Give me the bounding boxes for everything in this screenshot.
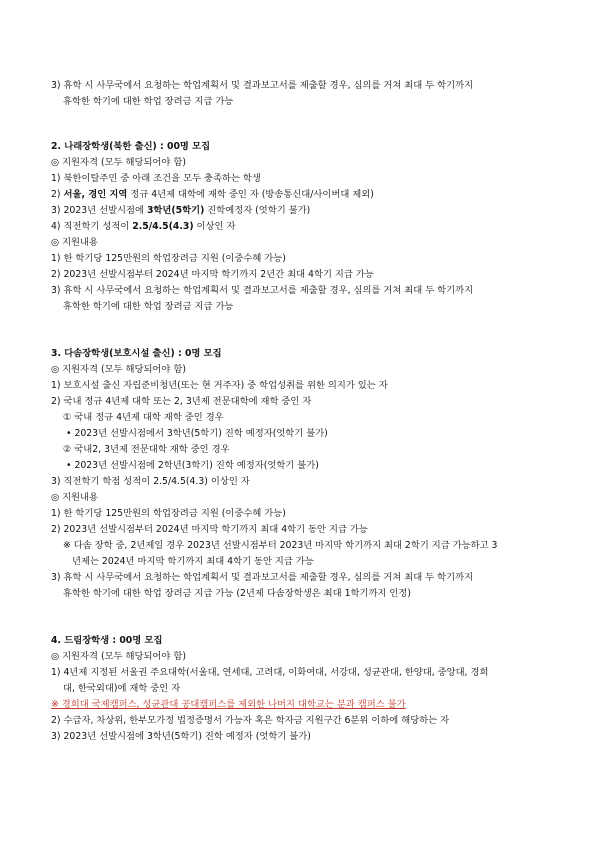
s2-content-3: 3) 휴학 시 사무국에서 요청하는 학업계획서 및 결과보고서를 제출할 경우, 심의를 거쳐 최대 두 학기까지 [51, 285, 474, 296]
s4-qualification-1: 1) 4년제 지정된 서울권 주요대학(서울대, 연세대, 고려대, 이화여대, 서강대, 성균관대, 한양대, 중앙대, 경희 [51, 667, 489, 678]
s2-qualification-heading: ◎ 지원자격 (모두 해당되어야 함) [51, 157, 186, 168]
s3-qualification-2a-bullet: • 2023년 선발시점에서 3학년(5학기) 진학 예정자(엇학기 불가) [66, 428, 328, 439]
s3-content-1: 1) 한 학기당 125만원의 학업장려금 지원 (이중수혜 가능) [51, 508, 286, 519]
s2-content-3-cont: 휴학한 학기에 대한 학업 장려금 지급 가능 [63, 301, 234, 312]
s3-qualification-3: 3) 직전학기 학점 성적이 2.5/4.5(4.3) 이상인 자 [51, 476, 250, 487]
s2-q4-emphasis: 2.5/4.5(4.3) [132, 221, 194, 232]
s2-q3-emphasis: 3학년(5학기) [146, 205, 205, 216]
s2-content-heading: ◎ 지원내용 [51, 237, 98, 248]
s3-qualification-2b-bullet: • 2023년 선발시점에 2학년(3학기) 진학 예정자(엇학기 불가) [66, 460, 319, 471]
s3-qualification-2a: ① 국내 정규 4년제 대학 재학 중인 경우 [63, 412, 224, 423]
s4-qualification-3: 3) 2023년 선발시점에 3학년(5학기) 진학 예정자 (엇학기 불가) [51, 731, 311, 742]
s4-qualification-2: 2) 수급자, 차상위, 한부모가정 법정증명서 가능자 혹은 학자금 지원구간 6분위 이하에 해당하는 자 [51, 715, 450, 726]
s2-qualification-4: 4) 직전학기 성적이 2.5/4.5(4.3) 이상인 자 [51, 221, 236, 232]
s3-qualification-1: 1) 보호시설 출신 자립준비청년(또는 현 거주자) 중 학업성취를 위한 의지가 있는 자 [51, 380, 388, 391]
section-2-title: 2. 나래장학생(북한 출신) : 00명 모집 [51, 141, 211, 152]
s3-qualification-2b: ② 국내2, 3년제 전문대학 재학 중인 경우 [63, 444, 230, 455]
s3-content-3: 3) 휴학 시 사무국에서 요청하는 학업계획서 및 결과보고서를 제출할 경우, 심의를 거쳐 최대 두 학기까지 [51, 572, 474, 583]
s4-campus-note: ※ 경희대 국제캠퍼스, 성균관대 공대캠퍼스를 제외한 나머지 대학교는 분과 캠퍼스 불가 [51, 699, 406, 710]
s2-content-2: 2) 2023년 선발시점부터 2024년 마지막 학기까지 2년간 최대 4학기 지급 가능 [51, 269, 374, 280]
s3-content-3-cont: 휴학한 학기에 대한 학업 장려금 지급 가능 (2년제 다솜장학생은 최대 1학기까지 인정) [63, 588, 411, 599]
s3-qualification-2: 2) 국내 정규 4년제 대학 또는 2, 3년제 전문대학에 재학 중인 자 [51, 396, 312, 407]
section-3-title: 3. 다솜장학생(보호시설 출신) : 0명 모집 [51, 348, 222, 359]
s3-content-heading: ◎ 지원내용 [51, 492, 98, 503]
s4-qualification-heading: ◎ 지원자격 (모두 해당되어야 함) [51, 651, 186, 662]
s4-qualification-1-cont: 대, 한국외대)에 재학 중인 자 [63, 683, 181, 694]
carryover-item-3-cont: 휴학한 학기에 대한 학업 장려금 지급 가능 [63, 96, 234, 107]
s3-note-cont: 년제는 2024년 마지막 학기까지 최대 4학기 동안 지급 가능 [72, 556, 314, 567]
s3-qualification-heading: ◎ 지원자격 (모두 해당되어야 함) [51, 364, 186, 375]
s2-content-1: 1) 한 학기당 125만원의 학업장려금 지원 (이중수혜 가능) [51, 253, 286, 264]
s2-qualification-1: 1) 북한이탈주민 중 아래 조건을 모두 충족하는 학생 [51, 173, 261, 184]
s2-q2-emphasis: 서울, 경인 지역 [63, 189, 128, 200]
carryover-item-3: 3) 휴학 시 사무국에서 요청하는 학업계획서 및 결과보고서를 제출할 경우, 심의를 거쳐 최대 두 학기까지 [51, 80, 474, 91]
s3-note: ※ 다솜 장학 중, 2년제일 경우 2023년 선발시점부터 2023년 마지막 학기까지 최대 2학기 지급 가능하고 3 [63, 540, 498, 551]
s2-qualification-3: 3) 2023년 선발시점에 3학년(5학기) 진학예정자 (엇학기 불가) [51, 205, 311, 216]
s3-content-2: 2) 2023년 선발시점부터 2024년 마지막 학기까지 최대 4학기 동안 지급 가능 [51, 524, 368, 535]
s2-qualification-2: 2) 서울, 경인 지역 정규 4년제 대학에 재학 중인 자 (방송통신대/사이버대 제외) [51, 189, 374, 200]
section-4-title: 4. 드림장학생 : 00명 모집 [51, 635, 163, 646]
